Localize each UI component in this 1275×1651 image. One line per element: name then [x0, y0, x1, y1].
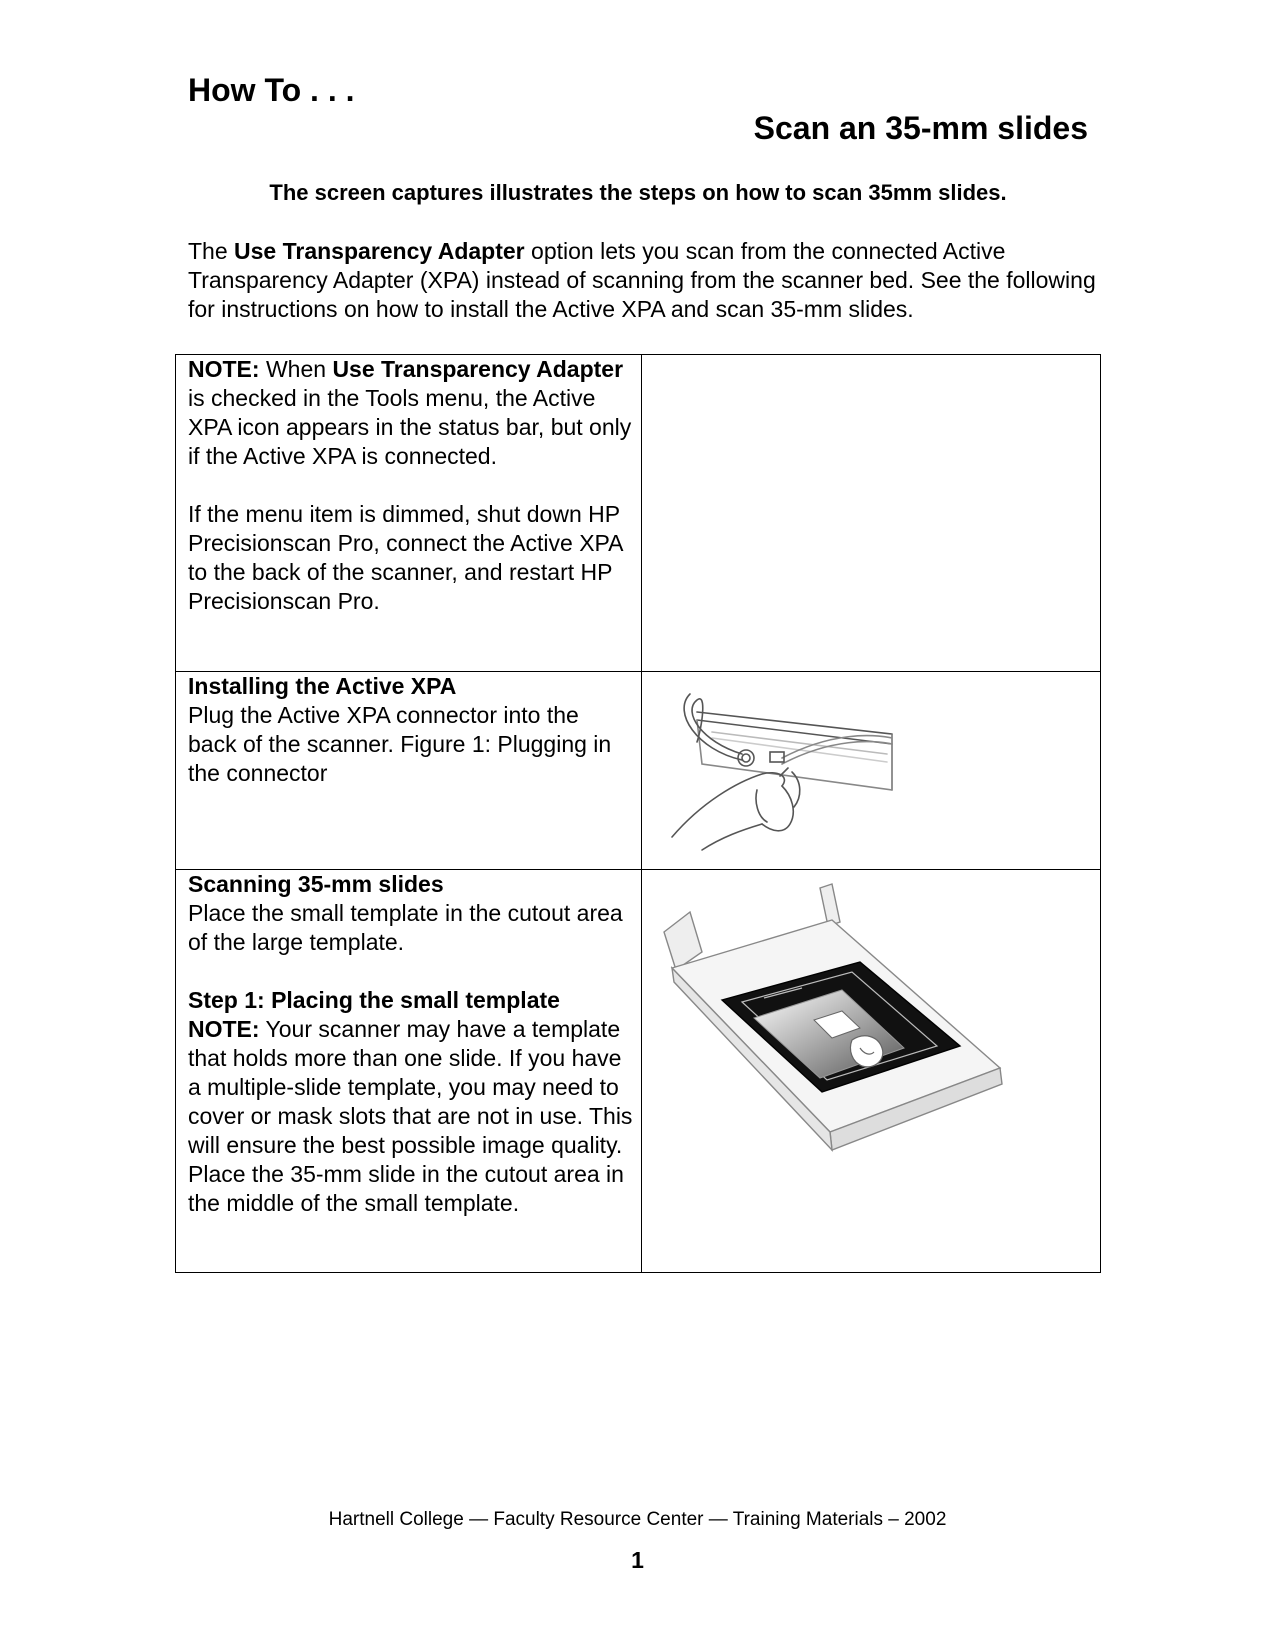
note-text-2: is checked in the Tools menu, the Active XPA icon appears in the status bar, but only if the Active XPA is connected. [188, 385, 632, 469]
scan-heading: Scanning 35-mm slides [188, 871, 444, 897]
step-heading: Step 1: Placing the small template [188, 987, 560, 1013]
note-paragraph-2: If the menu item is dimmed, shut down HP Precisionscan Pro, connect the Active XPA to the back of the scanner, and restart HP Precisionscan Pro. [188, 501, 623, 614]
subtitle: The screen captures illustrates the steps on how to scan 35mm slides. [269, 180, 1007, 205]
note-text-1: When [259, 356, 333, 382]
note-text-cell [176, 355, 642, 672]
scan-image-cell [642, 870, 1101, 1273]
table-row-note [176, 355, 1101, 672]
note-bold-option: Use Transparency Adapter [332, 356, 624, 382]
page-title: Scan an 35-mm slides [753, 110, 1088, 146]
install-text-cell [176, 672, 642, 870]
table-row-scan [176, 870, 1101, 1273]
note-paragraph [188, 355, 633, 471]
install-image-cell [642, 672, 1101, 870]
how-to-heading: How To . . . [188, 72, 355, 108]
install-heading: Installing the Active XPA [188, 673, 457, 699]
scan-note [188, 1015, 633, 1218]
install-body: Plug the Active XPA connector into the back of the scanner. Figure 1: Plugging in the connector [188, 702, 612, 786]
empty-image-cell [642, 355, 1101, 672]
intro-bold-option: Use Transparency Adapter [234, 238, 525, 264]
intro-paragraph [188, 237, 1108, 324]
scan-text-cell [176, 870, 642, 1273]
scan-note-text: Your scanner may have a template that holds more than one slide. If you have a multiple-slide template, you may need to cover or mask slots that are not in use. This will ensure the best possible image quality. Place the 35-mm slide in the cutout area in the middle of the small template. [188, 1016, 633, 1216]
intro-text-1: The [188, 238, 235, 264]
note-label: NOTE: [188, 356, 260, 382]
connector-illustration [642, 672, 1100, 862]
slide-template-illustration [642, 870, 1100, 1160]
steps-table [175, 354, 1101, 1273]
scan-body: Place the small template in the cutout area of the large template. [188, 900, 623, 955]
footer-text: Hartnell College — Faculty Resource Center — Training Materials – 2002 [328, 1509, 947, 1530]
scan-note-label: NOTE: [188, 1016, 260, 1042]
table-row-install [176, 672, 1101, 870]
intro-text-2: option lets you scan from the connected Active Transparency Adapter (XPA) instead of scanning from the scanner bed. See the following for instructions on how to install the Active XPA and scan 35-mm slides. [188, 238, 1096, 322]
page-number: 1 [631, 1547, 644, 1573]
